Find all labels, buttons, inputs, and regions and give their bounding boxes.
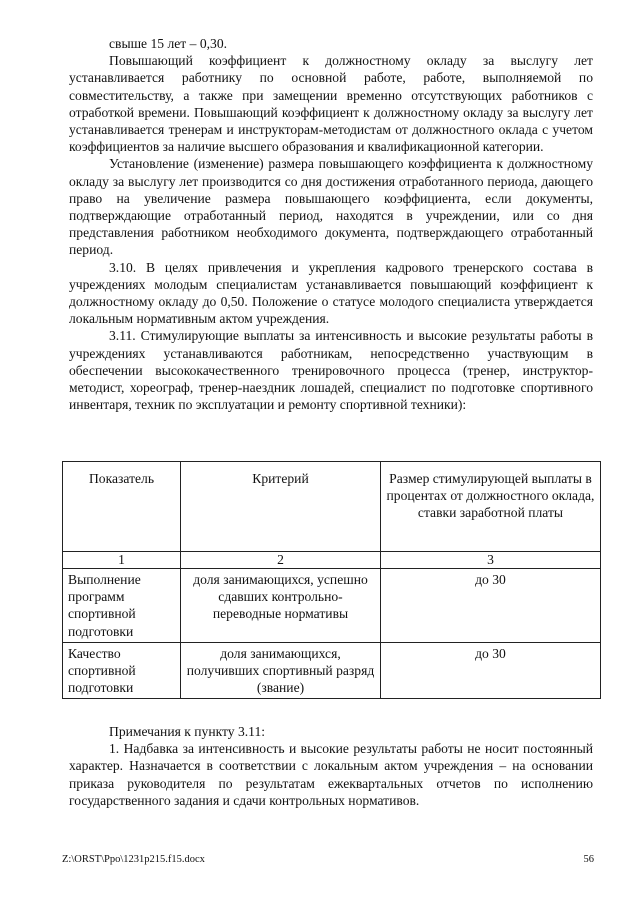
note-item: 1. Надбавка за интенсивность и высокие результаты работы не носит постоянный характер. Назначается в соответствии с локальным актом учреждения – на основании приказа руководителя по результатам ежеквартальных отчетов по исполнению государственного задания и сдачи контрольных нормативов.: [69, 741, 593, 808]
header-indicator: Показатель: [63, 462, 181, 552]
paragraph-seniority-rate: свыше 15 лет – 0,30.: [109, 36, 228, 51]
footer-file-path: Z:\ORST\Ppo\1231p215.f15.docx: [62, 854, 205, 865]
incentive-table: [62, 461, 601, 699]
row-indicator: Качество спортивной подготовки: [63, 642, 181, 699]
table-header-row: [63, 462, 601, 552]
column-number-3: 3: [381, 552, 601, 569]
row-criterion: доля занимающихся, успешно сдавших контрольно-переводные нормативы: [181, 569, 381, 643]
column-number-1: 1: [63, 552, 181, 569]
row-payment-size: до 30: [381, 569, 601, 643]
row-payment-size: до 30: [381, 642, 601, 699]
table-row: [63, 642, 601, 699]
header-payment-size: Размер стимулирующей выплаты в процентах от должностного оклада, ставки заработной платы: [381, 462, 601, 552]
table-row: [63, 569, 601, 643]
paragraph-3-10: 3.10. В целях привлечения и укрепления кадрового тренерского состава в учреждениях молодым специалистам устанавливается повышающий коэффициент к должностному окладу до 0,50. Положение о статусе молодого специалиста утверждается локальным нормативным актом учреждения.: [69, 259, 593, 327]
incentive-table-wrapper: [62, 461, 600, 699]
footer-page-number: 56: [583, 854, 594, 865]
paragraph-seniority-coefficient: Повышающий коэффициент к должностному окладу за выслугу лет устанавливается работнику по основной работе, работе, выполняемой по совместительству, а также при замещении временно отсутствующих работников с отработкой времени. Повышающий коэффициент к должностному окладу за выслугу лет устанавливается тренерам и инструкторам-методистам от должностного оклада с учетом коэффициентов за наличие высшего образования и квалификационной категории.: [69, 53, 593, 155]
body-text: [69, 35, 593, 413]
header-criterion: Критерий: [181, 462, 381, 552]
table-column-number-row: [63, 552, 601, 569]
notes-section: [69, 723, 593, 809]
notes-title: Примечания к пункту 3.11:: [109, 724, 266, 739]
paragraph-coefficient-change: Установление (изменение) размера повышающего коэффициента к должностному окладу за выслугу лет производится со дня достижения отработанного периода, дающего право на увеличение размера повышающего коэффициента, если документы, подтверждающие отработанный период, находятся в учреждении, или со дня представления работником необходимого документа, подтверждающего отработанный период.: [69, 156, 593, 258]
column-number-2: 2: [181, 552, 381, 569]
row-indicator: Выполнение программ спортивной подготовки: [63, 569, 181, 643]
paragraph-3-11: 3.11. Стимулирующие выплаты за интенсивность и высокие результаты работы в учреждениях устанавливаются работникам, непосредственно участвующим в обеспечении высококачественного тренировочного процесса (тренер, инструктор-методист, хореограф, тренер-наездник лошадей, специалист по подготовке спортивного инвентаря, техник по эксплуатации и ремонту спортивной техники):: [69, 328, 593, 413]
row-criterion: доля занимающихся, получивших спортивный разряд (звание): [181, 642, 381, 699]
